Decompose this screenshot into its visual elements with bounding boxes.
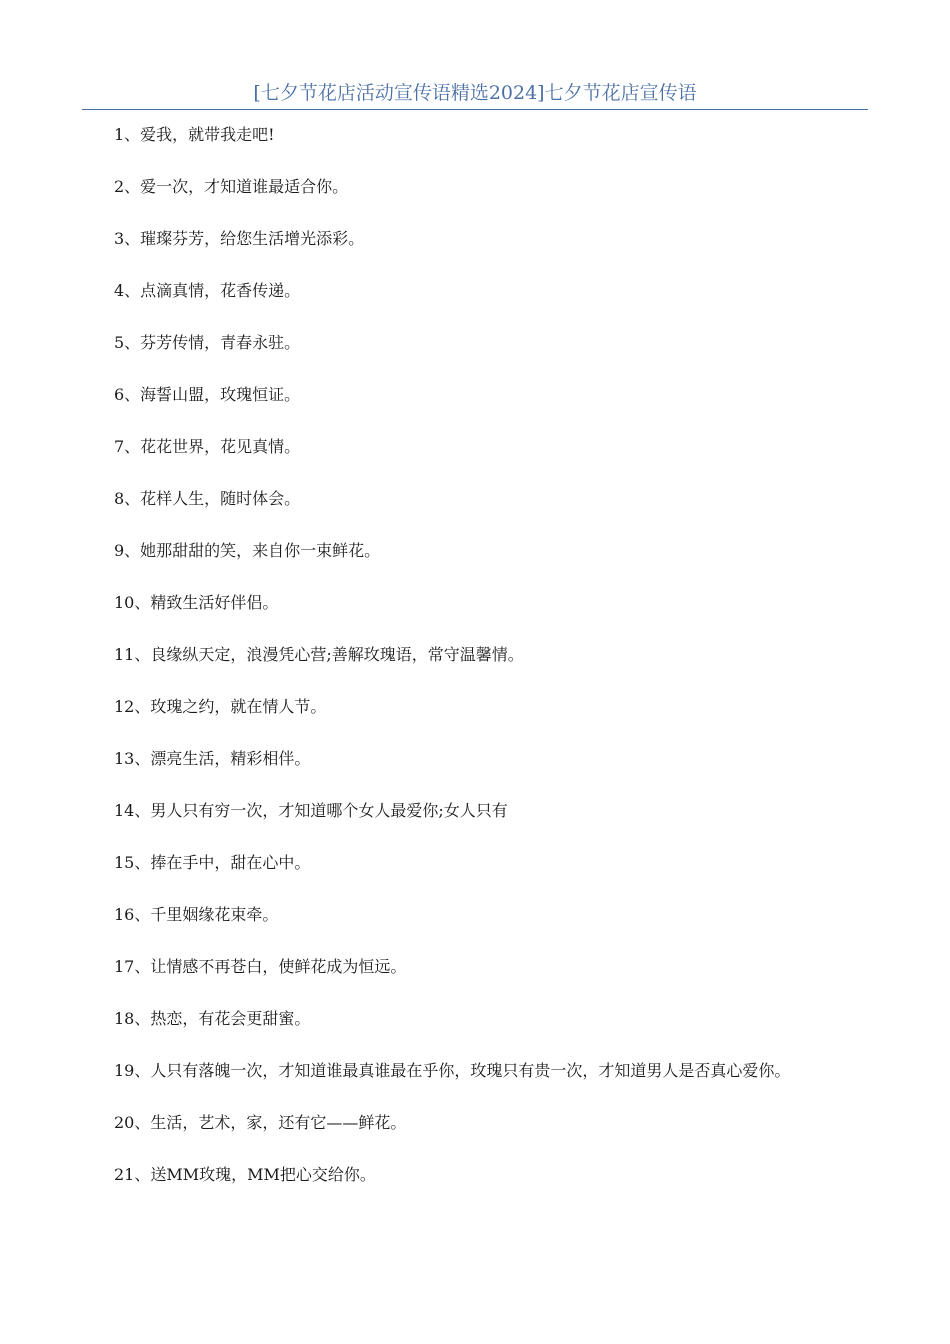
list-item: 13、漂亮生活，精彩相伴。 xyxy=(114,749,311,768)
list-item: 9、她那甜甜的笑，来自你一束鲜花。 xyxy=(114,541,381,560)
list-item: 14、男人只有穷一次，才知道哪个女人最爱你;女人只有 xyxy=(114,801,508,820)
list-item: 15、捧在手中，甜在心中。 xyxy=(114,853,311,872)
list-item: 8、花样人生，随时体会。 xyxy=(114,489,301,508)
list-item: 12、玫瑰之约，就在情人节。 xyxy=(114,697,327,716)
list-item: 21、送MM玫瑰，MM把心交给你。 xyxy=(114,1165,376,1184)
list-item: 20、生活，艺术，家，还有它——鲜花。 xyxy=(114,1113,407,1132)
list-item: 4、点滴真情，花香传递。 xyxy=(114,281,301,300)
list-item: 7、花花世界，花见真情。 xyxy=(114,437,301,456)
list-item: 3、璀璨芬芳，给您生活增光添彩。 xyxy=(114,229,365,248)
list-item: 18、热恋，有花会更甜蜜。 xyxy=(114,1009,311,1028)
list-item: 1、爱我，就带我走吧! xyxy=(114,125,275,144)
list-item: 5、芬芳传情，青春永驻。 xyxy=(114,333,301,352)
page-title: [七夕节花店活动宣传语精选2024]七夕节花店宣传语 xyxy=(253,82,697,104)
list-item: 11、良缘纵天定，浪漫凭心营;善解玫瑰语，常守温馨情。 xyxy=(114,645,524,664)
slogan-list xyxy=(82,122,842,1214)
list-item: 17、让情感不再苍白，使鲜花成为恒远。 xyxy=(114,957,407,976)
list-item: 16、千里姻缘花束牵。 xyxy=(114,905,279,924)
list-item: 6、海誓山盟，玫瑰恒证。 xyxy=(114,385,301,404)
list-item: 19、人只有落魄一次，才知道谁最真谁最在乎你，玫瑰只有贵一次，才知道男人是否真心爱你。 xyxy=(114,1061,791,1080)
page-header xyxy=(82,78,868,110)
list-item: 10、精致生活好伴侣。 xyxy=(114,593,279,612)
list-item: 2、爱一次，才知道谁最适合你。 xyxy=(114,177,349,196)
